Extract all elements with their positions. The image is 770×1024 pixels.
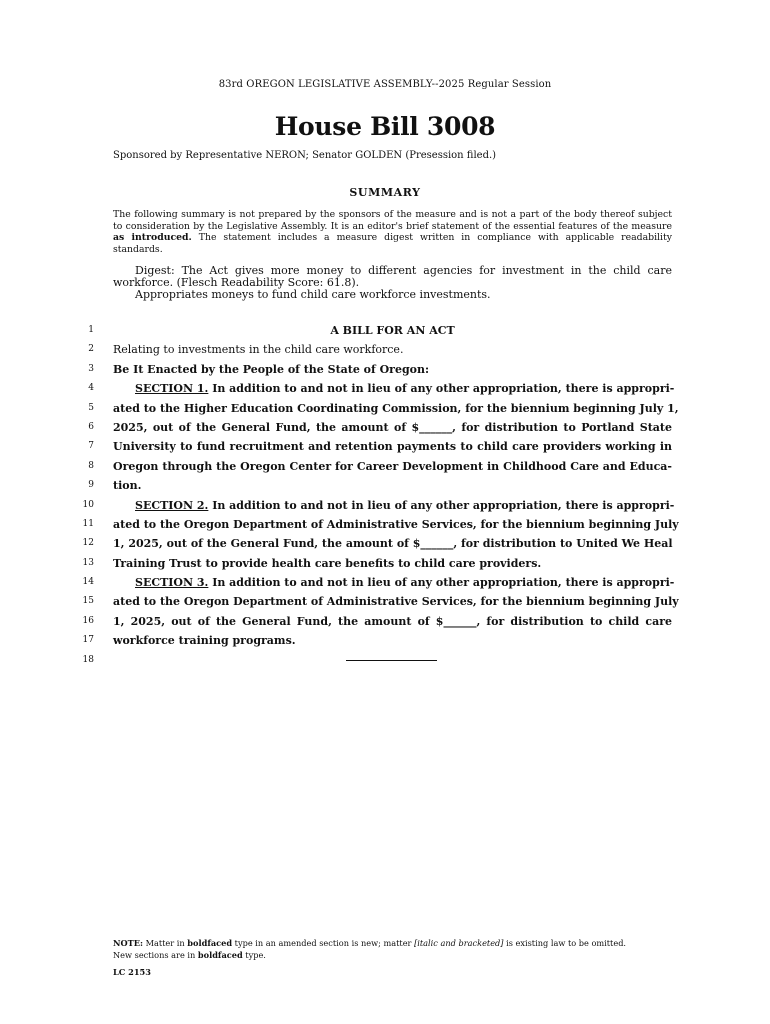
bill-line-12 xyxy=(0,534,770,553)
bill-heading: A BILL FOR AN ACT xyxy=(330,324,455,337)
bill-line-6 xyxy=(0,418,770,437)
section-1-label: SECTION 1. xyxy=(135,382,209,396)
line-number: 11 xyxy=(82,518,94,529)
end-rule xyxy=(346,660,437,661)
summary-heading: SUMMARY xyxy=(349,186,421,199)
bill-line-18 xyxy=(0,651,770,670)
line-number: 13 xyxy=(82,557,94,568)
bill-line-10 xyxy=(0,496,770,515)
line-number: 7 xyxy=(88,441,94,452)
session-header: 83rd OREGON LEGISLATIVE ASSEMBLY--2025 Regular Session xyxy=(218,79,552,90)
note-text: Matter in xyxy=(142,938,188,948)
section-text: 2025, out of the General Fund, the amount of $______, for distribution to Portland State xyxy=(113,420,672,434)
section-text: In addition to and not in lieu of any other appropriation, there is appropri- xyxy=(208,498,675,512)
bill-line-5 xyxy=(0,399,770,418)
bill-line-9 xyxy=(0,476,770,495)
line-number: 1 xyxy=(88,325,94,335)
section-text: tion. xyxy=(113,479,142,493)
enacting-clause: Be It Enacted by the People of the State of Oregon: xyxy=(113,362,430,376)
line-number: 14 xyxy=(82,577,94,588)
bill-line-1 xyxy=(0,321,770,340)
line-number: 15 xyxy=(82,596,94,607)
note-bold: boldfaced xyxy=(197,950,243,960)
line-number: 12 xyxy=(82,538,94,549)
footnote xyxy=(113,937,673,961)
section-text: In addition to and not in lieu of any other appropriation, there is appropri- xyxy=(208,382,675,396)
note-text: is existing law to be omitted. xyxy=(503,938,627,948)
section-3-text xyxy=(113,573,675,592)
summary-intro xyxy=(113,209,672,255)
bill-line-2 xyxy=(0,340,770,359)
line-number: 5 xyxy=(88,402,94,413)
section-text: University to fund recruitment and retention payments to child care providers working in xyxy=(113,440,672,454)
note-text: type in an amended section is new; matter xyxy=(232,938,415,948)
lc-number: LC 2153 xyxy=(113,967,151,977)
note-text: New sections are in xyxy=(113,950,198,960)
section-2-text xyxy=(113,496,675,515)
bill-line-8 xyxy=(0,457,770,476)
bill-line-3 xyxy=(0,360,770,379)
line-number: 2 xyxy=(88,344,94,355)
relating-clause: Relating to investments in the child care workforce. xyxy=(113,343,404,357)
section-text: 1, 2025, out of the General Fund, the amount of $______, for distribution to United We Heal xyxy=(113,537,673,551)
bill-line-17 xyxy=(0,631,770,650)
digest-line: Digest: The Act gives more money to different agencies for investment in the child care workforce. (Flesch Readability Score: 61.8). xyxy=(113,264,672,289)
bill-line-7 xyxy=(0,437,770,456)
line-number: 10 xyxy=(82,499,94,510)
bill-line-16 xyxy=(0,612,770,631)
summary-intro-bold: as introduced. xyxy=(113,232,192,244)
bill-line-11 xyxy=(0,515,770,534)
section-text: 1, 2025, out of the General Fund, the amount of $______, for distribution to child care xyxy=(113,614,672,628)
section-text: In addition to and not in lieu of any other appropriation, there is appropri- xyxy=(208,576,675,590)
section-1-text xyxy=(113,379,675,398)
line-number: 18 xyxy=(82,654,94,665)
line-number: 3 xyxy=(88,363,94,374)
line-number: 6 xyxy=(88,421,94,432)
line-number: 16 xyxy=(82,615,94,626)
line-number: 9 xyxy=(88,480,94,491)
section-text: workforce training programs. xyxy=(113,634,296,648)
line-number: 17 xyxy=(82,635,94,646)
measure-digest xyxy=(113,265,672,301)
note-label: NOTE: xyxy=(113,938,143,948)
sponsors-line: Sponsored by Representative NERON; Senator GOLDEN (Presession filed.) xyxy=(113,150,497,161)
bill-line-14 xyxy=(0,573,770,592)
summary-intro-text-end: The statement includes a measure digest written in compliance with applicable readability standards. xyxy=(113,232,672,255)
note-text: type. xyxy=(242,950,266,960)
section-3-label: SECTION 3. xyxy=(135,576,209,590)
summary-intro-text: The following summary is not prepared by the sponsors of the measure and is not a part of the body thereof subject to consideration by the Legislative Assembly. It is an editor's brief statement of the essential features of the measure xyxy=(113,209,672,232)
bill-line-13 xyxy=(0,554,770,573)
note-italic: [italic and bracketed] xyxy=(414,938,504,948)
bill-line-4 xyxy=(0,379,770,398)
digest-line: Appropriates moneys to fund child care workforce investments. xyxy=(135,288,491,301)
bill-body xyxy=(0,321,770,670)
section-text: ated to the Oregon Department of Administrative Services, for the biennium beginning July xyxy=(113,595,679,609)
section-text: ated to the Oregon Department of Administrative Services, for the biennium beginning July xyxy=(113,517,679,531)
note-bold: boldfaced xyxy=(187,938,233,948)
section-text: ated to the Higher Education Coordinating Commission, for the biennium beginning July 1, xyxy=(113,401,679,415)
section-text: Training Trust to provide health care benefits to child care providers. xyxy=(113,556,542,570)
bill-line-15 xyxy=(0,592,770,611)
bill-title: House Bill 3008 xyxy=(274,112,496,141)
line-number: 8 xyxy=(88,460,94,471)
line-number: 4 xyxy=(88,383,94,394)
section-text: Oregon through the Oregon Center for Career Development in Childhood Care and Educa- xyxy=(113,459,672,473)
section-2-label: SECTION 2. xyxy=(135,498,209,512)
